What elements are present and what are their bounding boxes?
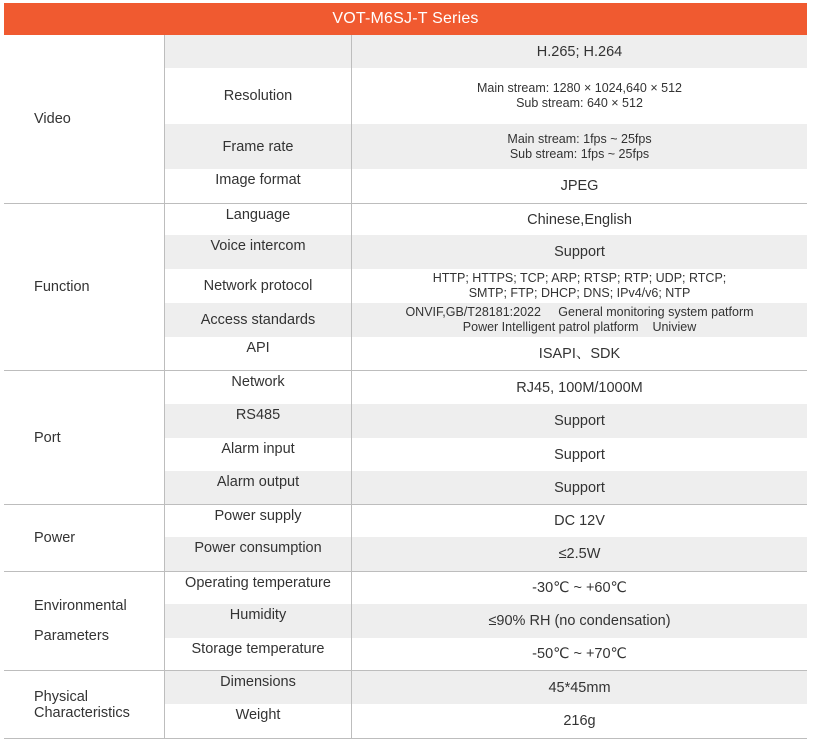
param-value: Support [554,446,605,463]
param-value: Support [554,244,605,260]
param-label: Access standards [165,303,352,337]
param-label: Network [165,371,352,404]
param-label: Language [165,204,352,235]
param-label: Alarm output [165,471,352,504]
spec-row [165,505,807,537]
param-value: DC 12V [554,513,605,529]
category-label: Video [34,111,71,127]
category-line: Parameters [34,628,109,644]
spec-row [165,204,807,235]
param-label: Storage temperature [165,638,352,670]
spec-row [165,35,807,68]
param-value: H.265; H.264 [536,43,623,60]
category-line: Physical [34,688,88,705]
spec-row [165,303,807,337]
spec-row [165,671,807,704]
spec-row [165,169,807,203]
category-label: Power [34,530,76,546]
param-label: Humidity [165,604,352,638]
param-value: ISAPI、SDK [538,345,621,362]
spec-row [165,124,807,169]
param-value: -50℃ ~ +70℃ [532,646,627,662]
group-power [4,505,807,572]
param-value: HTTP; HTTPS; TCP; ARP; RTSP; RTP; UDP; RTCP; SMTP; FTP; DHCP; DNS; IPv4/v6; NTP [432,271,727,300]
spec-row [165,572,807,604]
category-label [4,572,164,670]
category-line: Environmental [34,598,127,614]
series-title: VOT-M6SJ-T Series [4,3,807,35]
category-label: Port [34,429,61,446]
spec-row [165,438,807,471]
group-port [4,371,807,505]
param-value: ≤2.5W [558,546,601,562]
spec-row [165,604,807,638]
spec-row [165,537,807,571]
param-value: JPEG [560,178,599,194]
param-label [165,35,352,68]
param-value: Main stream: 1fps ~ 25fps Sub stream: 1fps ~ 25fps [507,131,652,161]
category-label: Function [34,279,90,295]
param-label: Frame rate [165,124,352,169]
param-label: Image format [165,169,352,203]
param-label: Voice intercom [165,235,352,269]
spec-row [165,269,807,303]
spec-row [165,404,807,438]
param-label: RS485 [165,404,352,438]
param-value: 45*45mm [548,679,611,696]
param-label: Dimensions [165,671,352,704]
param-value: Support [554,413,605,429]
param-label: Resolution [165,68,352,124]
param-value: -30℃ ~ +60℃ [532,580,627,596]
param-label: Power supply [165,505,352,537]
spec-row [165,68,807,124]
spec-row [165,235,807,269]
group-video [4,35,807,204]
param-label: Operating temperature [165,572,352,604]
param-value: ONVIF,GB/T28181:2022 General monitoring system patform Power Intelligent patrol platform Uniview [405,305,754,334]
param-value: ≤90% RH (no condensation) [488,613,671,629]
spec-row [165,337,807,370]
param-label: API [165,337,352,370]
param-value: Support [554,479,605,496]
param-value: Main stream: 1280 × 1024,640 × 512 Sub stream: 640 × 512 [476,81,682,110]
spec-row [165,704,807,738]
param-value: RJ45, 100M/1000M [516,379,643,396]
param-label: Weight [165,704,352,738]
category-line: Characteristics [34,704,130,721]
param-value: Chinese,English [527,211,632,228]
group-environmental [4,572,807,671]
param-label: Power consumption [165,537,352,571]
param-value: 216g [563,713,596,729]
group-function [4,204,807,371]
spec-row [165,371,807,404]
spec-sheet [4,3,807,739]
category-label [4,671,164,738]
param-label: Alarm input [165,438,352,471]
spec-row [165,471,807,504]
param-label: Network protocol [165,269,352,303]
group-physical [4,671,807,739]
spec-row [165,638,807,670]
